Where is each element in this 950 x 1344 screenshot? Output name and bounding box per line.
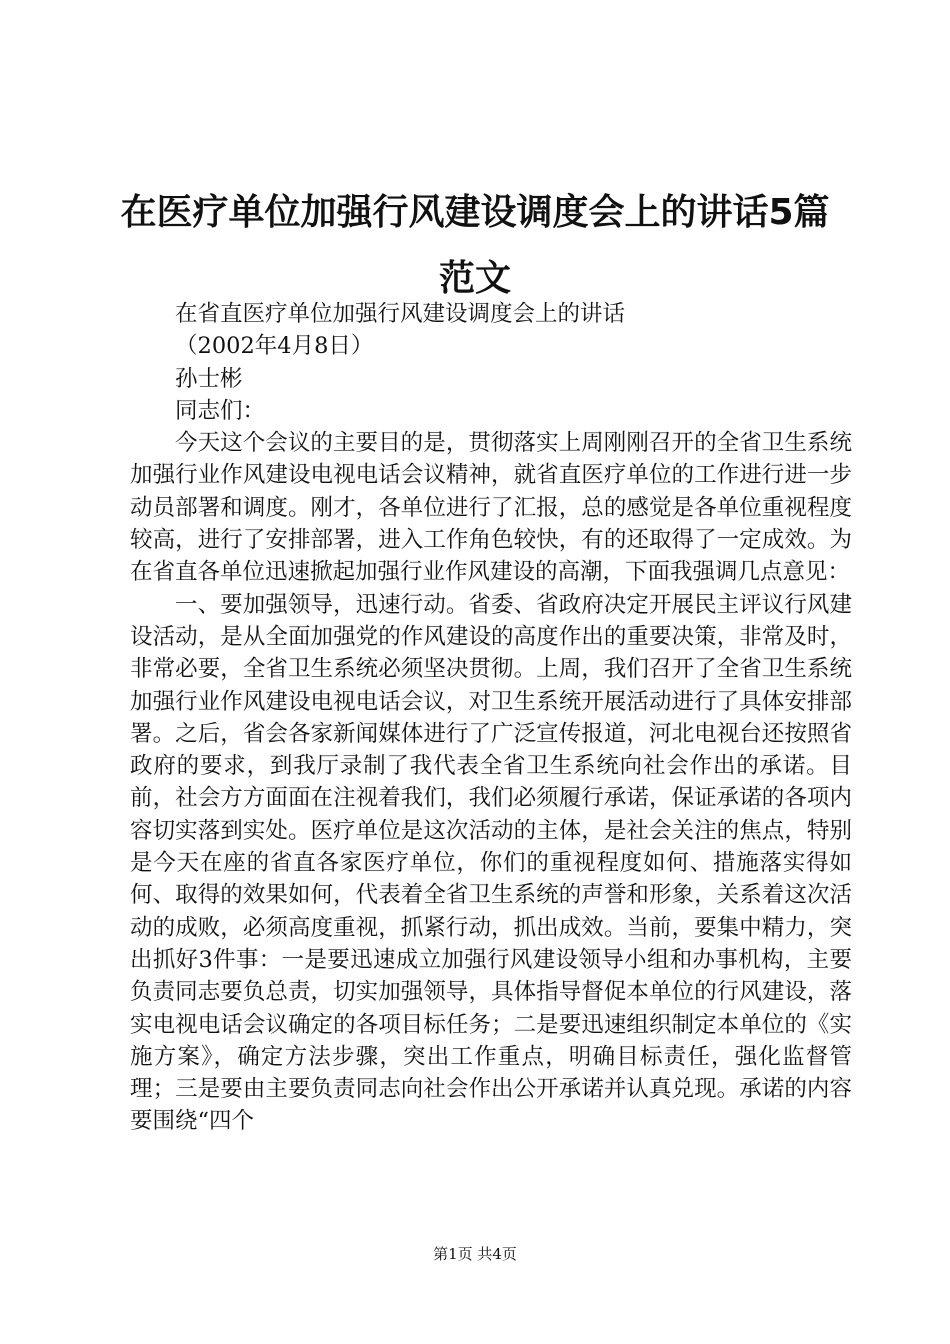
page-footer: 第1页 共4页 xyxy=(433,1245,517,1263)
document-body xyxy=(130,298,852,1138)
salutation: 同志们： xyxy=(175,397,266,424)
document-title: 在医疗单位加强行风建设调度会上的讲话5篇范文 xyxy=(120,192,830,299)
speech-date: （2002年4月8日） xyxy=(175,333,374,360)
speaker-name: 孙士彬 xyxy=(175,365,243,392)
body-paragraph: 今天这个会议的主要目的是，贯彻落实上周刚刚召开的全省卫生系统加强行业作风建设电视电话会议精神，就省直医疗单位的工作进行进一步动员部署和调度。刚才，各单位进行了汇报，总的感觉是各单位重视程度较高，进行了安排部署，进入工作角色较快，有的还取得了一定成效。为在省直各单位迅速掀起加强行业作风建设的高潮，下面我强调几点意见： xyxy=(130,430,852,586)
speech-heading: 在省直医疗单位加强行风建设调度会上的讲话 xyxy=(175,301,626,327)
body-paragraph: 一、要加强领导，迅速行动。省委、省政府决定开展民主评议行风建设活动，是从全面加强党的作风建设的高度作出的重要决策，非常及时，非常必要，全省卫生系统必须坚决贯彻。上周，我们召开了全省卫生系统加强行业作风建设电视电话会议，对卫生系统开展活动进行了具体安排部署。之后，省会各家新闻媒体进行了广泛宣传报道，河北电视台还按照省政府的要求，到我厅录制了我代表全省卫生系统向社会作出的承诺。目前，社会方方面面在注视着我们，我们必须履行承诺，保证承诺的各项内容切实落到实处。医疗单位是这次活动的主体，是社会关注的焦点，特别是今天在座的省直各家医疗单位，你们的重视程度如何、措施落实得如何、取得的效果如何，代表着全省卫生系统的声誉和形象，关系着这次活动的成败，必须高度重视，抓紧行动，抓出成效。当前，要集中精力，突出抓好3件事：一是要迅速成立加强行风建设领导小组和办事机构，主要负责同志要负总责，切实加强领导，具体指导督促本单位的行风建设，落实电视电话会议确定的各项目标任务；二是要迅速组织制定本单位的《实施方案》，确定方法步骤，突出工作重点，明确目标责任，强化监督管理；三是要由主要负责同志向社会作出公开承诺并认真兑现。承诺的内容要围绕“四个 xyxy=(130,591,852,1135)
